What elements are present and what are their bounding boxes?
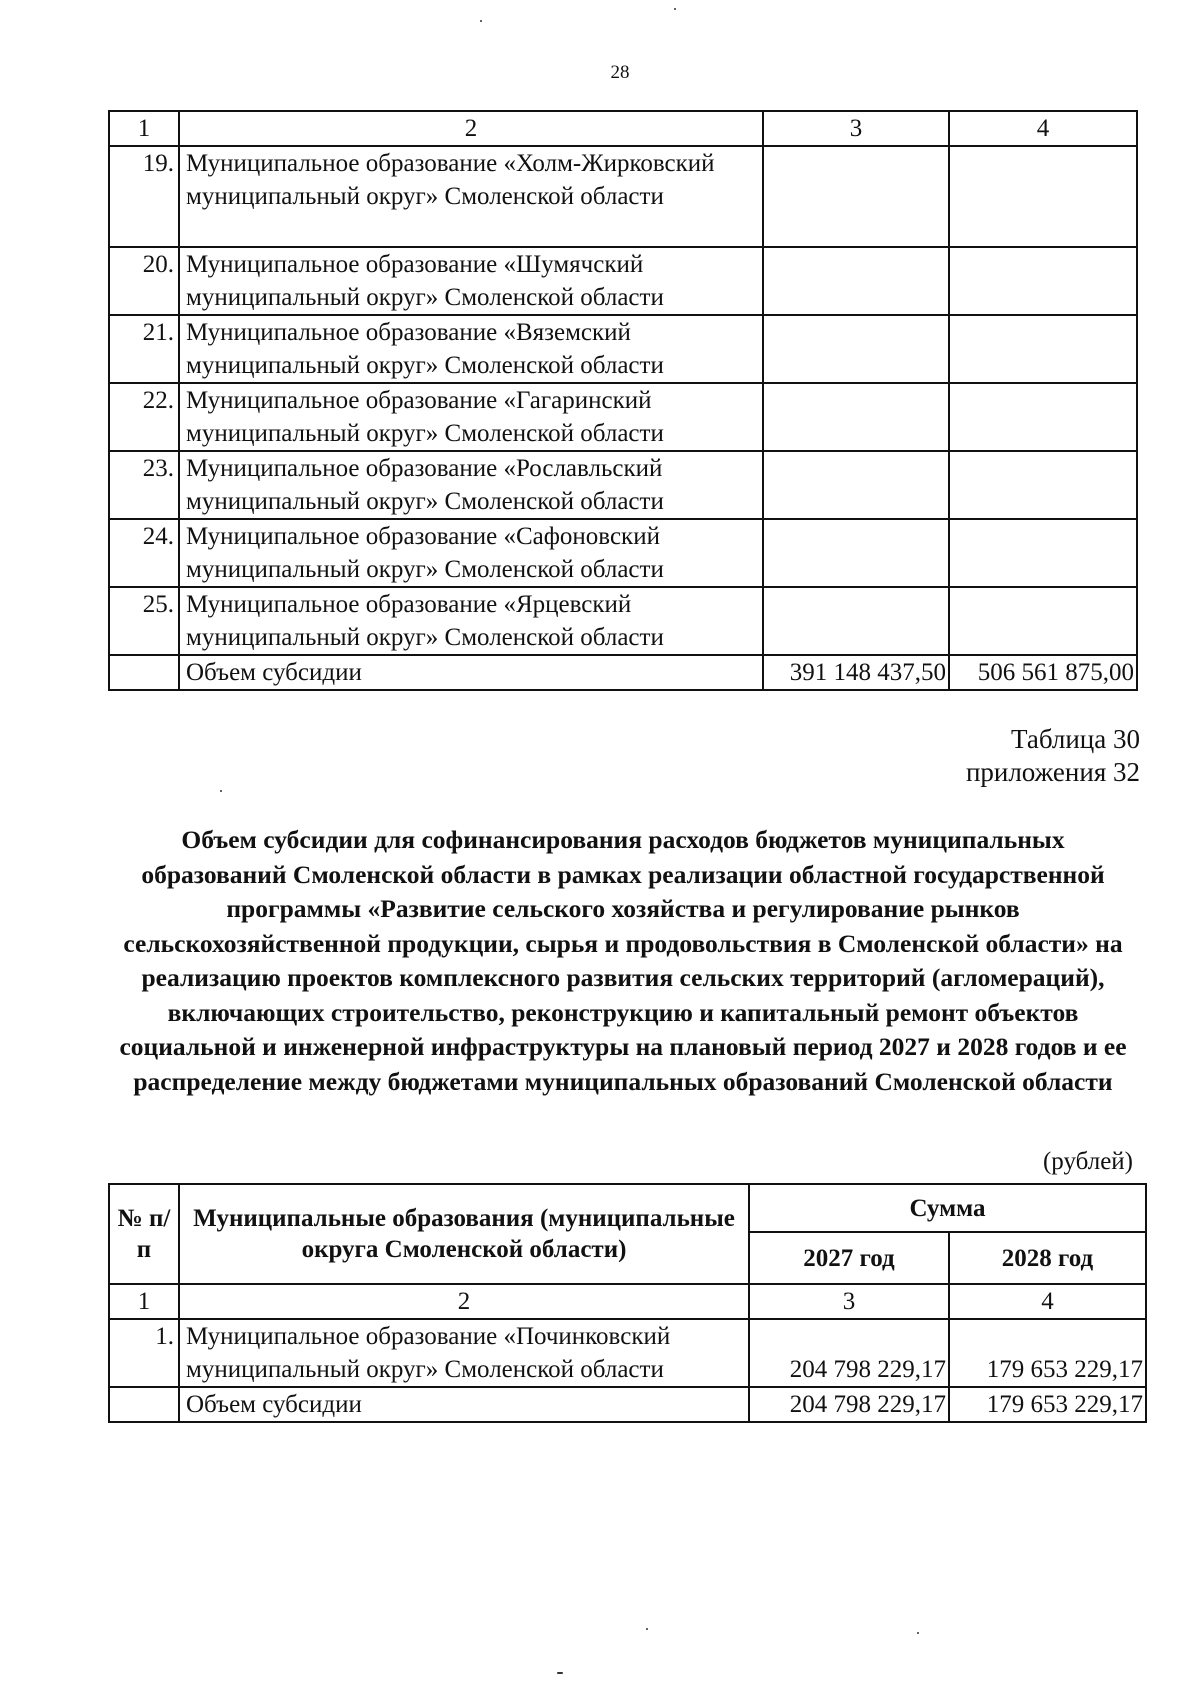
row-number: 20. — [109, 247, 179, 315]
table-row — [109, 146, 1137, 247]
row-number: 21. — [109, 315, 179, 383]
column-number-row — [109, 111, 1137, 146]
amount-2027 — [763, 146, 949, 247]
header-2028: 2028 год — [949, 1232, 1146, 1284]
amount-2027 — [763, 383, 949, 451]
table-row — [109, 383, 1137, 451]
subsidy-table-2027-2028 — [108, 1183, 1147, 1423]
amount-2028: 179 653 229,17 — [949, 1319, 1146, 1387]
amount-2028 — [949, 383, 1137, 451]
header-number: № п/п — [109, 1184, 179, 1284]
column-number-cell: 3 — [749, 1284, 949, 1319]
column-number-cell: 4 — [949, 1284, 1146, 1319]
column-number-cell: 2 — [179, 111, 763, 146]
amount-2028 — [949, 587, 1137, 655]
row-number: 22. — [109, 383, 179, 451]
scan-speck — [646, 1628, 648, 1630]
table-title: Объем субсидии для софинансирования расходов бюджетов муниципальных образований Смоленской области в рамках реализации областной государственной программы «Развитие сельского хозяйства и регулирование рынков сельскохозяйственной продукции, сырья и продовольствия в Смоленской области» на реализацию проектов комплексного развития сельских территорий (агломераций), включающих строительство, реконструкцию и капитальный ремонт объектов социальной и инженерной инфраструктуры на плановый период 2027 и 2028 годов и ее распределение между бюджетами муниципальных образований Смоленской области — [119, 825, 1127, 1096]
table-row — [109, 247, 1137, 315]
scan-speck — [220, 790, 222, 792]
amount-2028 — [949, 146, 1137, 247]
municipality-name: Муниципальное образование «Шумячский муниципальный округ» Смоленской области — [179, 247, 763, 315]
amount-2027: 204 798 229,17 — [749, 1319, 949, 1387]
table-row — [109, 587, 1137, 655]
row-number: 23. — [109, 451, 179, 519]
table-row — [109, 451, 1137, 519]
municipality-name: Муниципальное образование «Гагаринский муниципальный округ» Смоленской области — [179, 383, 763, 451]
row-number: 19. — [109, 146, 179, 247]
table-row — [109, 1319, 1146, 1387]
column-number-cell: 1 — [109, 111, 179, 146]
table-row — [109, 315, 1137, 383]
total-label: Объем субсидии — [179, 655, 763, 690]
amount-2028 — [949, 315, 1137, 383]
municipality-name: Муниципальное образование «Сафоновский муниципальный округ» Смоленской области — [179, 519, 763, 587]
scan-speck — [480, 20, 482, 22]
table-number: Таблица 30 — [1011, 724, 1140, 754]
row-number: 1. — [109, 1319, 179, 1387]
municipality-name: Муниципальное образование «Холм-Жирковский муниципальный округ» Смоленской области — [179, 146, 763, 247]
amount-2027 — [763, 519, 949, 587]
total-row — [109, 1387, 1146, 1422]
appendix-reference: приложения 32 — [965, 757, 1140, 787]
total-row — [109, 655, 1137, 690]
column-number-cell: 3 — [763, 111, 949, 146]
amount-2027 — [763, 247, 949, 315]
column-number-row — [109, 1284, 1146, 1319]
total-2028: 179 653 229,17 — [949, 1387, 1146, 1422]
amount-2028 — [949, 519, 1137, 587]
total-2027: 204 798 229,17 — [749, 1387, 949, 1422]
table-row — [109, 519, 1137, 587]
total-2028: 506 561 875,00 — [949, 655, 1137, 690]
row-number: 25. — [109, 587, 179, 655]
municipality-name: Муниципальное образование «Ярцевский муниципальный округ» Смоленской области — [179, 587, 763, 655]
municipality-name: Муниципальное образование «Починковский муниципальный округ» Смоленской области — [179, 1319, 749, 1387]
scan-speck — [557, 1672, 563, 1674]
amount-2027 — [763, 451, 949, 519]
header-sum: Сумма — [749, 1184, 1146, 1232]
column-number-cell: 1 — [109, 1284, 179, 1319]
municipality-name: Муниципальное образование «Вяземский муниципальный округ» Смоленской области — [179, 315, 763, 383]
row-number: 24. — [109, 519, 179, 587]
page-number: 28 — [610, 62, 630, 83]
header-municipalities: Муниципальные образования (муниципальные округа Смоленской области) — [179, 1184, 749, 1284]
header-row — [109, 1184, 1146, 1232]
unit-label: (рублей) — [1042, 1148, 1133, 1175]
amount-2028 — [949, 451, 1137, 519]
subsidy-table-continued — [108, 110, 1138, 691]
amount-2028 — [949, 247, 1137, 315]
header-2027: 2027 год — [749, 1232, 949, 1284]
column-number-cell: 2 — [179, 1284, 749, 1319]
municipality-name: Муниципальное образование «Рославльский муниципальный округ» Смоленской области — [179, 451, 763, 519]
total-label: Объем субсидии — [179, 1387, 749, 1422]
amount-2027 — [763, 587, 949, 655]
scan-speck — [917, 1632, 919, 1634]
table-caption — [966, 723, 1140, 789]
empty-cell — [109, 655, 179, 690]
scan-speck — [674, 8, 676, 10]
empty-cell — [109, 1387, 179, 1422]
total-2027: 391 148 437,50 — [763, 655, 949, 690]
column-number-cell: 4 — [949, 111, 1137, 146]
amount-2027 — [763, 315, 949, 383]
